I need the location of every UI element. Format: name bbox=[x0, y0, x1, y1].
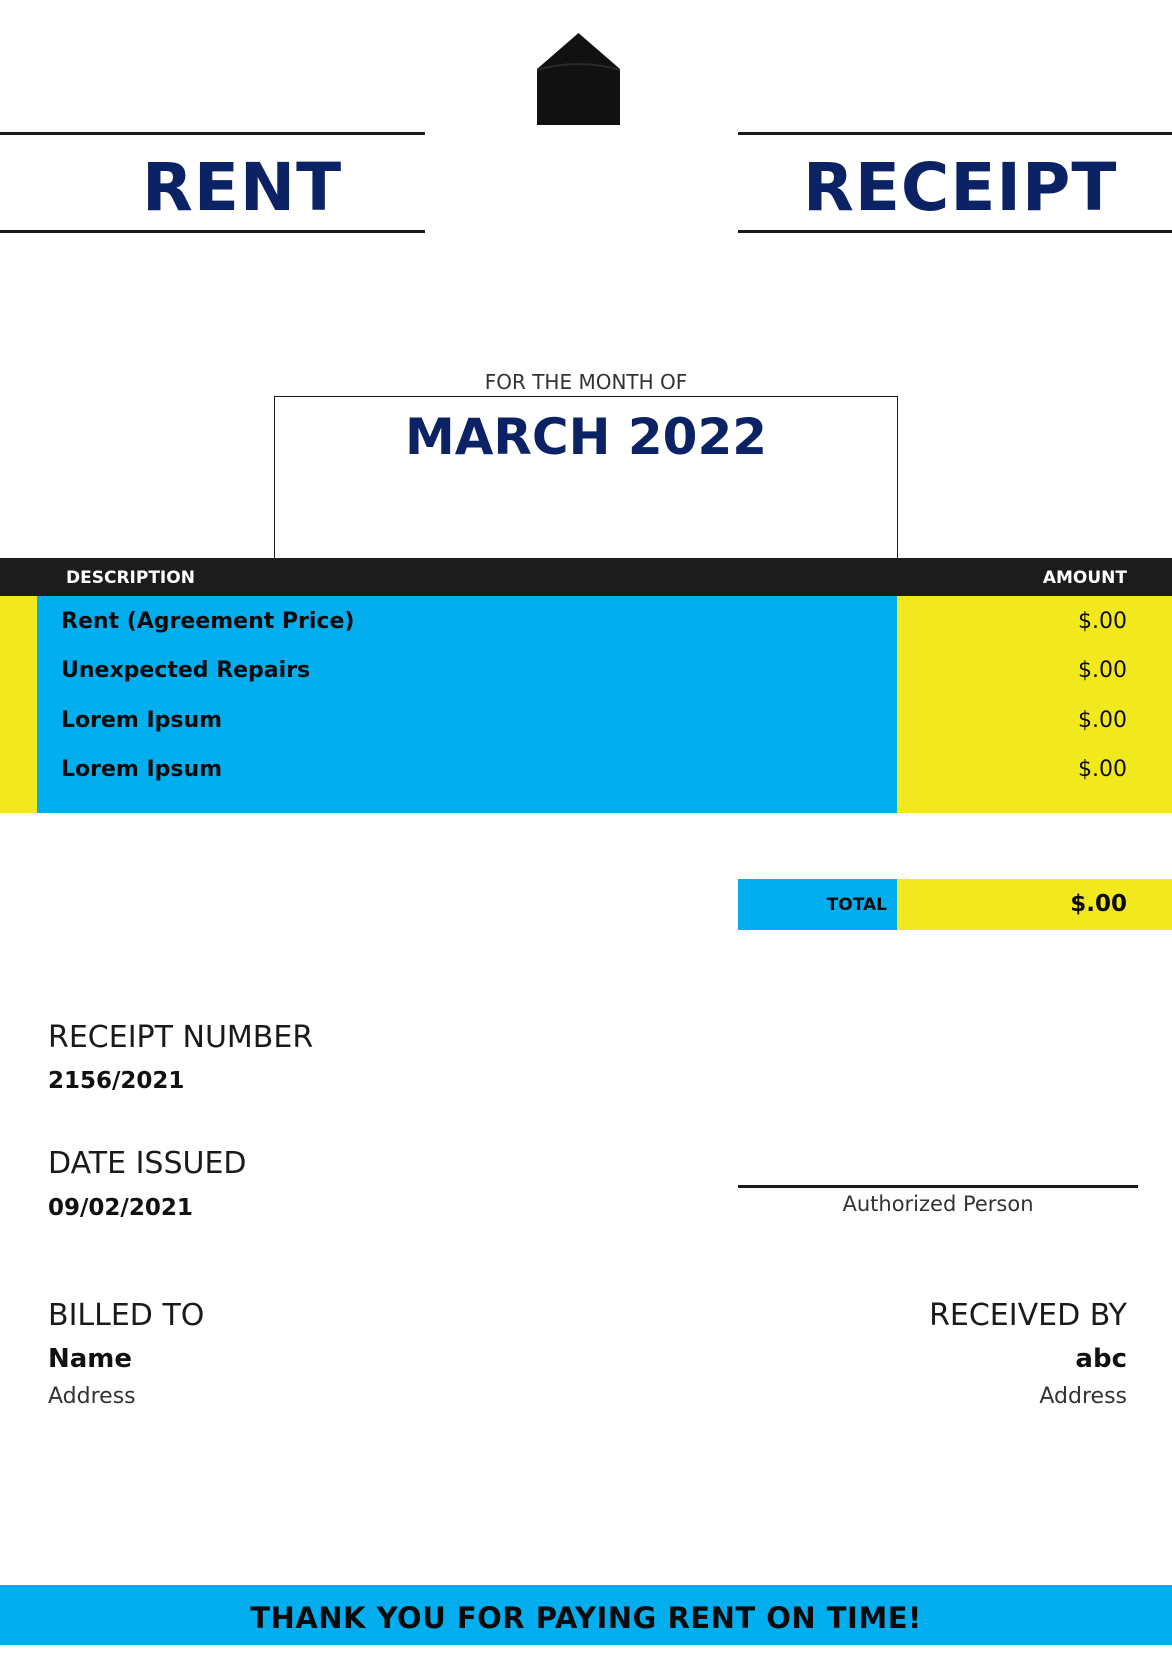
footer-banner bbox=[0, 1585, 1172, 1645]
row-description: Unexpected Repairs bbox=[61, 658, 311, 683]
row-amount: $.00 bbox=[1078, 708, 1127, 733]
month-value: MARCH 2022 bbox=[404, 408, 768, 466]
title-receipt: RECEIPT bbox=[803, 149, 1118, 226]
table-row bbox=[0, 647, 1172, 696]
signature-label: Authorized Person bbox=[842, 1192, 1034, 1216]
row-description: Rent (Agreement Price) bbox=[61, 609, 355, 634]
billed-to-name: Name bbox=[48, 1344, 133, 1374]
row-description: Lorem Ipsum bbox=[61, 757, 223, 782]
title-right-bottom-rule bbox=[738, 230, 1172, 233]
table-header bbox=[0, 558, 1172, 596]
total-value-cell bbox=[897, 879, 1172, 930]
signature-line bbox=[738, 1185, 1138, 1188]
table-row bbox=[0, 697, 1172, 746]
billed-to-address: Address bbox=[48, 1384, 136, 1409]
total-value: $.00 bbox=[1070, 891, 1127, 917]
footer-message: THANK YOU FOR PAYING RENT ON TIME! bbox=[250, 1601, 922, 1635]
house-icon bbox=[537, 33, 620, 125]
date-issued-value: 09/02/2021 bbox=[48, 1195, 193, 1221]
row-amount: $.00 bbox=[1078, 757, 1127, 782]
total-label-cell bbox=[738, 879, 897, 930]
date-issued-label: DATE ISSUED bbox=[48, 1146, 247, 1181]
title-right-top-rule bbox=[738, 132, 1172, 135]
description-column-header: DESCRIPTION bbox=[66, 568, 195, 588]
line-items bbox=[0, 596, 1172, 813]
title-rent: RENT bbox=[142, 149, 343, 226]
received-by-label: RECEIVED BY bbox=[929, 1298, 1127, 1333]
title-left-bottom-rule bbox=[0, 230, 425, 233]
table-row bbox=[0, 746, 1172, 795]
receipt-number-label: RECEIPT NUMBER bbox=[48, 1020, 314, 1055]
row-description: Lorem Ipsum bbox=[61, 708, 223, 733]
billed-to-label: BILLED TO bbox=[48, 1298, 205, 1333]
total-label: TOTAL bbox=[826, 895, 887, 915]
month-caption: FOR THE MONTH OF bbox=[484, 370, 688, 394]
received-by-name: abc bbox=[1075, 1344, 1127, 1374]
amount-column-header: AMOUNT bbox=[1042, 568, 1127, 588]
title-left-top-rule bbox=[0, 132, 425, 135]
receipt-number-value: 2156/2021 bbox=[48, 1068, 185, 1094]
row-amount: $.00 bbox=[1078, 658, 1127, 683]
table-row bbox=[0, 598, 1172, 647]
received-by-address: Address bbox=[1039, 1384, 1127, 1409]
row-amount: $.00 bbox=[1078, 609, 1127, 634]
